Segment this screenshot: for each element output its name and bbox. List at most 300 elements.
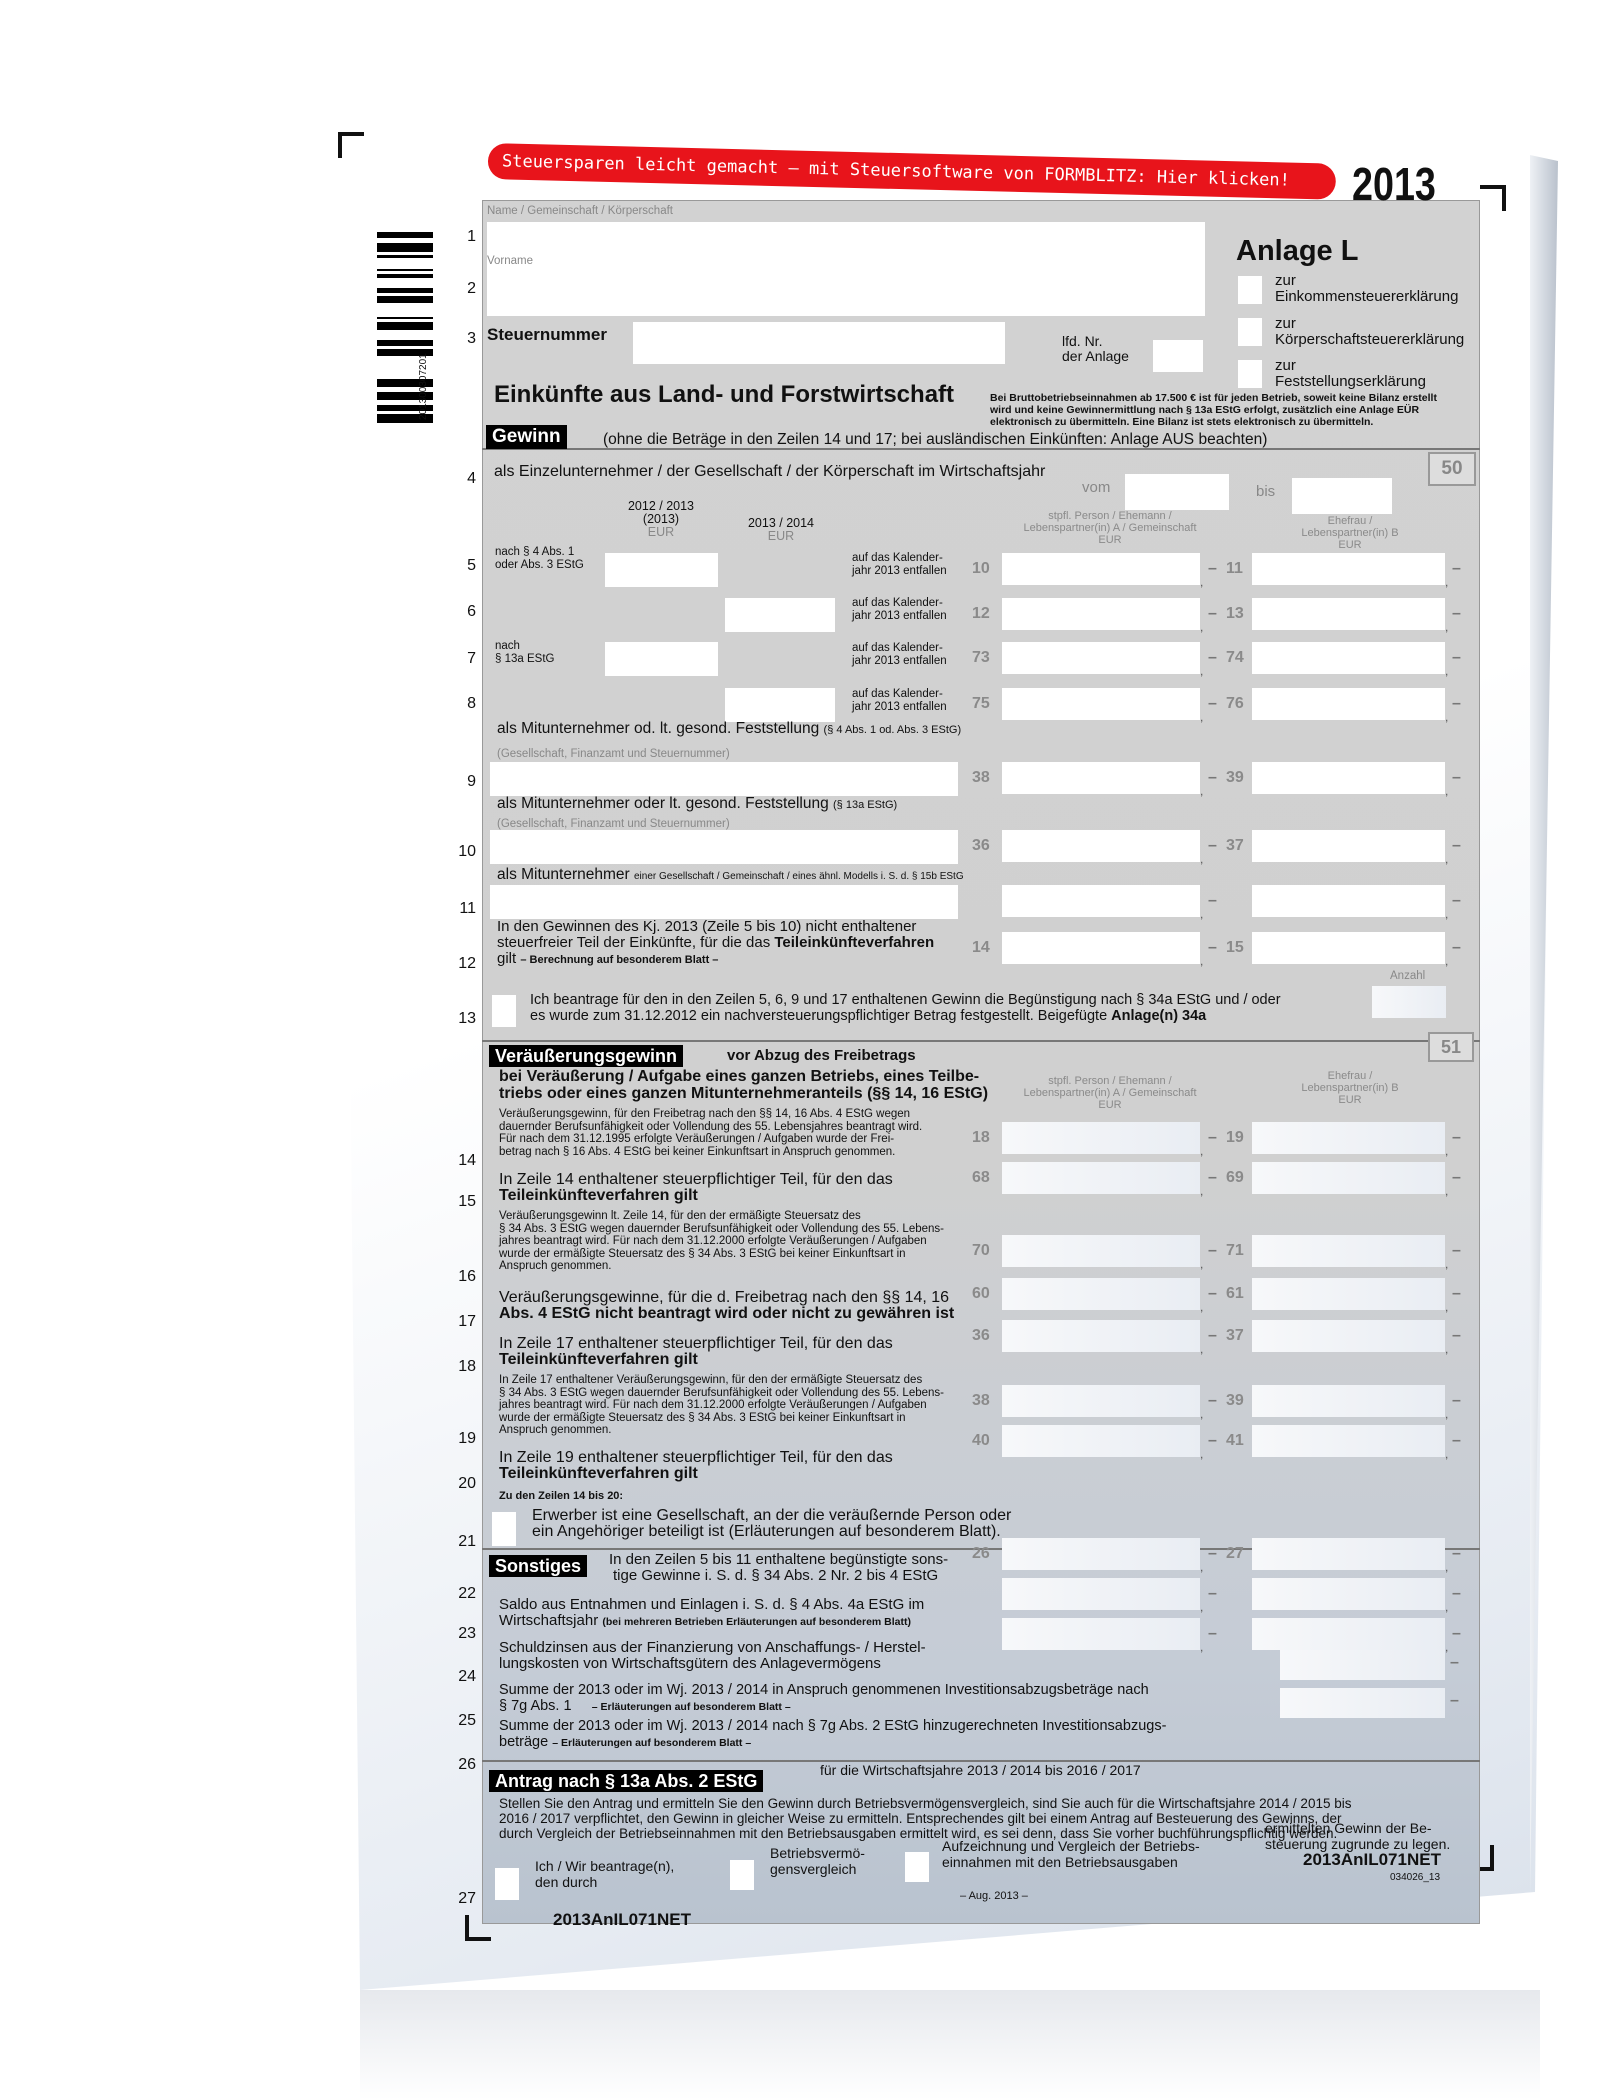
comma-mark: , xyxy=(1200,1342,1204,1356)
anzahl-input[interactable] xyxy=(1372,986,1446,1018)
cents-dash: – xyxy=(1452,1625,1461,1642)
comma-mark: , xyxy=(1200,784,1204,798)
field-code-b: 71 xyxy=(1226,1242,1244,1259)
hdr-line: EUR xyxy=(1338,539,1362,551)
text-line: In Zeile 17 enthaltener Veräußerungsgewinn, für den der ermäßigte Steuersatz des xyxy=(499,1374,923,1386)
heading-small: (§ 4 Abs. 1 od. Abs. 3 EStG) xyxy=(823,724,962,736)
line-number: 9 xyxy=(467,773,476,790)
row14-amount-a-input[interactable] xyxy=(1002,1122,1200,1154)
text-line: steuerung zugrunde zu legen. xyxy=(1265,1836,1451,1852)
line-number: 6 xyxy=(467,603,476,620)
hdr-line: EUR xyxy=(1338,1094,1362,1106)
row21-checkbox[interactable] xyxy=(492,1512,516,1546)
steuernummer-label: Steuernummer xyxy=(487,325,607,344)
field-code-b: 13 xyxy=(1226,605,1244,622)
column-header-2012-2013 xyxy=(605,500,717,539)
heading-small: (§ 13a EStG) xyxy=(833,799,898,811)
text-line: § 7g Abs. 1 xyxy=(499,1698,572,1714)
form-date: – Aug. 2013 – xyxy=(960,1890,1028,1902)
corner-mark-top-left xyxy=(338,132,364,158)
row5-amount-b-input[interactable] xyxy=(1252,553,1445,585)
text-line: In Zeile 14 enthaltener steuerpflichtiger Teil, für den das xyxy=(499,1171,893,1188)
mitunternehmer-heading-3 xyxy=(497,867,964,885)
line-number: 11 xyxy=(459,900,476,917)
row17-amount-b-input[interactable] xyxy=(1252,1278,1445,1310)
cents-dash: – xyxy=(1452,649,1461,666)
field-code-a: 18 xyxy=(972,1129,990,1146)
row7-amount-a-input[interactable] xyxy=(1002,642,1200,674)
cents-dash: – xyxy=(1452,1242,1461,1259)
row20-amount-b-input[interactable] xyxy=(1252,1425,1445,1457)
text-line: Teileinkünfteverfahren gilt xyxy=(499,1465,698,1482)
text-line: steuerfreier Teil der Einkünfte, für die das xyxy=(497,934,771,951)
row5-amount-a-input[interactable] xyxy=(1002,553,1200,585)
hdr-line: Ehefrau / xyxy=(1327,515,1373,527)
einnahmen-ausgaben-checkbox[interactable] xyxy=(905,1852,929,1882)
hdr-line: 2013 / 2014 xyxy=(747,516,815,530)
text-line: Anspruch genommen. xyxy=(499,1424,612,1436)
lfd-nr-input[interactable] xyxy=(1153,340,1203,372)
comma-mark: , xyxy=(1445,1184,1449,1198)
field-code-b: 61 xyxy=(1226,1285,1244,1302)
field-code-b: 74 xyxy=(1226,649,1244,666)
text-line: Anspruch genommen. xyxy=(499,1260,612,1272)
lfd-nr-label-1: lfd. Nr. xyxy=(1062,333,1103,349)
line4-text: als Einzelunternehmer / der Gesellschaft / der Körperschaft im Wirtschaftsjahr xyxy=(494,463,1046,480)
text-line: Schuldzinsen aus der Finanzierung von Anschaffungs- / Herstel- xyxy=(499,1639,926,1656)
kalenderjahr-label xyxy=(852,688,947,713)
text-line: Veräußerungsgewinne, für die d. Freibetrag nach den §§ 14, 16 xyxy=(499,1289,950,1306)
row6-2013-input[interactable] xyxy=(725,598,835,632)
cents-dash: – xyxy=(1452,560,1461,577)
field-code-b: 11 xyxy=(1226,560,1243,577)
field-code-a: 38 xyxy=(972,1392,990,1409)
row18-amount-a-input[interactable] xyxy=(1002,1320,1200,1352)
line-number: 23 xyxy=(458,1625,476,1642)
line-number: 24 xyxy=(458,1668,476,1685)
comma-mark: , xyxy=(1445,852,1449,866)
form-year: 2013 xyxy=(1352,158,1436,210)
cents-dash: – xyxy=(1452,892,1461,909)
cents-dash: – xyxy=(1452,1169,1461,1186)
form-id: 034026_13 xyxy=(1390,1872,1441,1883)
row23-amount-a-input[interactable] xyxy=(1002,1578,1200,1610)
text-line: Summe der 2013 oder im Wj. 2013 / 2014 in Anspruch genommenen Investitionsabzugsbeträge nach xyxy=(499,1682,1149,1698)
bis-input[interactable] xyxy=(1292,478,1392,514)
checkbox-einkommensteuer[interactable] xyxy=(1238,276,1262,304)
line-number: 27 xyxy=(458,1890,476,1907)
field-code-a: 75 xyxy=(972,695,990,712)
field-code-b: 39 xyxy=(1226,1392,1244,1409)
line-number: 14 xyxy=(458,1152,476,1169)
comma-mark: , xyxy=(1445,1257,1449,1271)
cents-dash: – xyxy=(1208,939,1217,956)
line-number: 17 xyxy=(458,1313,476,1330)
row24-amount-b-input[interactable] xyxy=(1252,1618,1445,1650)
heading-text: als Mitunternehmer oder lt. gesond. Feststellung xyxy=(497,795,829,812)
label-line: nach xyxy=(495,640,520,652)
line-number: 26 xyxy=(458,1756,476,1773)
cents-dash: – xyxy=(1452,769,1461,786)
cents-dash: – xyxy=(1208,1545,1217,1562)
row9-amount-a-input[interactable] xyxy=(1002,762,1200,794)
comma-mark: , xyxy=(1200,664,1204,678)
barcode-bar xyxy=(377,322,433,330)
comma-mark: , xyxy=(1200,1560,1204,1574)
comma-mark: , xyxy=(1200,954,1204,968)
comma-mark: , xyxy=(1445,1560,1449,1574)
comma-mark: , xyxy=(1445,907,1449,921)
hdr-line: 2012 / 2013 xyxy=(627,499,695,513)
label-line: auf das Kalender- xyxy=(852,597,943,609)
form-code-right: 2013AnIL071NET xyxy=(1303,1850,1441,1869)
antrag-option-4 xyxy=(1265,1820,1450,1852)
text-bold: – Erläuterungen auf besonderem Blatt – xyxy=(552,1737,752,1749)
cents-dash: – xyxy=(1208,892,1217,909)
text-line: einnahmen mit den Betriebsausgaben xyxy=(942,1854,1178,1870)
antrag-heading: Antrag nach § 13a Abs. 2 EStG xyxy=(489,1770,763,1792)
text-line: ein Angehöriger beteiligt ist (Erläuterungen auf besonderem Blatt). xyxy=(532,1523,1001,1540)
text-line: dauernder Berufsunfähigkeit oder Vollendung des 55. Lebensjahres beantragt wird. xyxy=(499,1120,923,1133)
hdr-line: stpfl. Person / Ehemann / xyxy=(1048,1075,1172,1087)
line-number: 12 xyxy=(458,955,476,972)
row17-amount-a-input[interactable] xyxy=(1002,1278,1200,1310)
row6-amount-b-input[interactable] xyxy=(1252,598,1445,630)
field-code-b: 39 xyxy=(1226,769,1244,786)
field-code-b: 69 xyxy=(1226,1169,1244,1186)
comma-mark: , xyxy=(1200,1447,1204,1461)
row11-amount-a-input[interactable] xyxy=(1002,885,1200,917)
line-number: 10 xyxy=(458,843,476,860)
text-line: Für nach dem 31.12.1995 erfolgte Veräußerungen / Aufgaben wurde der Frei- xyxy=(499,1133,895,1145)
field-code-b: 37 xyxy=(1226,837,1244,854)
field-code-a: 70 xyxy=(972,1242,990,1259)
text-line: jahres beantragt wird. Für nach dem 31.12.2000 erfolgte Veräußerungen / Aufgaben xyxy=(499,1235,927,1247)
comma-mark: , xyxy=(1445,1407,1449,1421)
lfd-nr-label xyxy=(1062,334,1129,364)
row10-amount-a-input[interactable] xyxy=(1002,830,1200,862)
text-line: triebs oder eines ganzen Mitunternehmeranteils (§§ 14, 16 EStG) xyxy=(499,1085,989,1102)
antrag-sub: für die Wirtschaftsjahre 2013 / 2014 bis 2016 / 2017 xyxy=(820,1762,1141,1778)
row8-amount-b-input[interactable] xyxy=(1252,688,1445,720)
sheet-reflection xyxy=(360,1990,1540,2100)
row7-amount-b-input[interactable] xyxy=(1252,642,1445,674)
barcode-bar xyxy=(377,340,433,346)
text-line: beträge xyxy=(499,1734,549,1750)
text-bold: – Berechnung auf besonderem Blatt – xyxy=(520,954,719,966)
row19-amount-b-input[interactable] xyxy=(1252,1385,1445,1417)
text-bold: Teileinkünfteverfahren xyxy=(774,934,935,951)
row11-gesellschaft-input[interactable] xyxy=(490,885,958,919)
gesellschaft-label-10: (Gesellschaft, Finanzamt und Steuernummer) xyxy=(497,818,730,830)
row10-gesellschaft-input[interactable] xyxy=(490,830,958,864)
row7-label xyxy=(495,640,554,665)
comma-mark: , xyxy=(1445,1640,1449,1654)
checkbox-koerperschaftsteuer[interactable] xyxy=(1238,318,1262,346)
text-line: Ich / Wir beantrage(n), xyxy=(535,1858,675,1874)
cents-dash: – xyxy=(1208,1169,1217,1186)
field-code-a: 36 xyxy=(972,1327,990,1344)
row25-amount-input[interactable] xyxy=(1280,1650,1445,1680)
bis-label: bis xyxy=(1256,483,1276,500)
line-number: 15 xyxy=(458,1193,476,1210)
text-line: den durch xyxy=(535,1874,598,1890)
kalenderjahr-label xyxy=(852,552,947,577)
row17-text xyxy=(499,1290,954,1322)
text-line: In den Gewinnen des Kj. 2013 (Zeile 5 bis 10) nicht enthaltener xyxy=(497,918,917,935)
text-line: Aufzeichnung und Vergleich der Betriebs- xyxy=(942,1838,1200,1854)
line-number: 20 xyxy=(458,1475,476,1492)
field-code-b: 41 xyxy=(1226,1432,1244,1449)
cents-dash: – xyxy=(1452,605,1461,622)
barcode-bar xyxy=(377,296,433,303)
line-number: 4 xyxy=(467,470,476,487)
comma-mark: , xyxy=(1200,1184,1204,1198)
row8-amount-a-input[interactable] xyxy=(1002,688,1200,720)
antrag-option-1 xyxy=(535,1858,674,1890)
row19-amount-a-input[interactable] xyxy=(1002,1385,1200,1417)
cents-dash: – xyxy=(1452,695,1461,712)
corner-mark-top-right xyxy=(1480,185,1506,211)
row13-checkbox[interactable] xyxy=(492,995,516,1027)
field-code-a: 60 xyxy=(972,1285,990,1302)
cents-dash: – xyxy=(1208,605,1217,622)
hdr-line: EUR xyxy=(647,525,675,539)
text-line: Teileinkünfteverfahren gilt xyxy=(499,1187,698,1204)
row9-amount-b-input[interactable] xyxy=(1252,762,1445,794)
text-bold: Anlage(n) 34a xyxy=(1111,1008,1207,1024)
text-line: wurde der ermäßigte Steuersatz des § 34 Abs. 3 EStG bei keiner Einkunftsart in xyxy=(499,1411,906,1424)
line-number: 22 xyxy=(458,1585,476,1602)
section-box-50: 50 xyxy=(1428,452,1476,486)
sheet-edge xyxy=(1530,155,1558,1895)
text-line: Abs. 4 EStG nicht beantragt wird oder nicht zu gewähren ist xyxy=(499,1305,955,1322)
row6-amount-a-input[interactable] xyxy=(1002,598,1200,630)
cents-dash: – xyxy=(1452,1432,1461,1449)
row16-amount-b-input[interactable] xyxy=(1252,1235,1445,1267)
field-code-b: 76 xyxy=(1226,695,1244,712)
hdr-line: Lebenspartner(in) A / Gemeinschaft xyxy=(1023,1087,1197,1099)
field-code-a: 12 xyxy=(972,605,990,622)
row15-amount-b-input[interactable] xyxy=(1252,1162,1445,1194)
row12-amount-a-input[interactable] xyxy=(1002,932,1200,964)
text-line: Veräußerungsgewinn, für den Freibetrag nach den §§ 14, 16 Abs. 4 EStG wegen xyxy=(499,1108,911,1120)
label-part: zur xyxy=(1275,357,1296,374)
name-input[interactable] xyxy=(487,222,1205,278)
cents-dash: – xyxy=(1208,560,1217,577)
line-number: 7 xyxy=(467,650,476,667)
row24-amount-a-input[interactable] xyxy=(1002,1618,1200,1650)
lfd-nr-label-2: der Anlage xyxy=(1062,348,1129,364)
row8-2013-input[interactable] xyxy=(725,688,835,722)
comma-mark: , xyxy=(1200,1257,1204,1271)
antrag-text xyxy=(499,1796,1351,1841)
comma-mark: , xyxy=(1445,784,1449,798)
hdr-line: Ehefrau / xyxy=(1327,1070,1373,1082)
row7-2012-input[interactable] xyxy=(605,642,718,676)
checkbox-feststellung[interactable] xyxy=(1238,360,1262,388)
text-line: Betriebsvermö- xyxy=(770,1845,865,1861)
sonstiges-heading: Sonstiges xyxy=(489,1555,587,1577)
field-code-a: 38 xyxy=(972,769,990,786)
column-header-2013-2014 xyxy=(725,517,837,543)
row23-text xyxy=(499,1597,924,1630)
comma-mark: , xyxy=(1445,954,1449,968)
cents-dash: – xyxy=(1450,1692,1459,1709)
cents-dash: – xyxy=(1208,1242,1217,1259)
line-number: 13 xyxy=(458,1010,476,1027)
cents-dash: – xyxy=(1208,769,1217,786)
line-number: 25 xyxy=(458,1712,476,1729)
line-number: 3 xyxy=(467,330,476,347)
hdr-line: (2013) xyxy=(642,512,680,526)
row10-amount-b-input[interactable] xyxy=(1252,830,1445,862)
field-code-b: 19 xyxy=(1226,1129,1244,1146)
text-line: tige Gewinne i. S. d. § 34 Abs. 2 Nr. 2 bis 4 EStG xyxy=(613,1567,939,1584)
heading-text: als Mitunternehmer od. lt. gesond. Feststellung xyxy=(497,720,820,737)
row19-text xyxy=(499,1374,944,1437)
field-code-b: 37 xyxy=(1226,1327,1244,1344)
anlage-title: Anlage L xyxy=(1236,235,1359,267)
mitunternehmer-heading-1 xyxy=(497,721,961,738)
label-line: auf das Kalender- xyxy=(852,642,943,654)
label-line: jahr 2013 entfallen xyxy=(852,564,947,577)
row20-text xyxy=(499,1450,893,1482)
row14-amount-b-input[interactable] xyxy=(1252,1122,1445,1154)
antrag-option-2 xyxy=(770,1845,865,1877)
antrag-checkbox[interactable] xyxy=(495,1868,519,1900)
cents-dash: – xyxy=(1208,1585,1217,1602)
line-number: 1 xyxy=(467,228,476,245)
heading-text: als Mitunternehmer xyxy=(497,866,630,883)
row21-text xyxy=(532,1508,1011,1540)
comma-mark: , xyxy=(1445,1144,1449,1158)
row11-amount-b-input[interactable] xyxy=(1252,885,1445,917)
comma-mark: , xyxy=(1445,620,1449,634)
zu-den-zeilen-label: Zu den Zeilen 14 bis 20: xyxy=(499,1490,624,1502)
text-line: jahres beantragt wird. Für nach dem 31.12.2000 erfolgte Veräußerungen / Aufgaben xyxy=(499,1399,927,1411)
text-line: ermittelten Gewinn der Be- xyxy=(1265,1820,1432,1836)
text-line: 2016 / 2017 verpflichtet, den Gewinn in gleicher Weise zu ermitteln. Entsprechendes gilt bei einem Antrag auf Besteuerung des Gewinns, der xyxy=(499,1811,1342,1826)
text-line: gensvergleich xyxy=(770,1861,857,1877)
form-code-bottom: 2013AnIL071NET xyxy=(553,1910,691,1929)
row24-text xyxy=(499,1640,926,1672)
field-code-a: 36 xyxy=(972,837,990,854)
cents-dash: – xyxy=(1208,1392,1217,1409)
vorname-label: Vorname xyxy=(487,255,537,268)
comma-mark: , xyxy=(1445,1447,1449,1461)
row26-amount-input[interactable] xyxy=(1280,1688,1445,1718)
name-label: Name / Gemeinschaft / Körperschaft xyxy=(487,205,673,217)
row22-text xyxy=(609,1552,948,1584)
cents-dash: – xyxy=(1208,1327,1217,1344)
cents-dash: – xyxy=(1208,1432,1217,1449)
row5-2012-input[interactable] xyxy=(605,553,718,587)
line-number: 18 xyxy=(458,1358,476,1375)
barcode-bar xyxy=(377,232,433,238)
comma-mark: , xyxy=(1200,1407,1204,1421)
form-title: Einkünfte aus Land- und Forstwirtschaft xyxy=(494,381,955,408)
vom-input[interactable] xyxy=(1125,474,1229,510)
barcode-bar xyxy=(377,269,433,271)
text-line: Erwerber ist eine Gesellschaft, an der die veräußernde Person oder xyxy=(532,1507,1012,1524)
section-box-51: 51 xyxy=(1428,1032,1474,1062)
field-code-b: 15 xyxy=(1226,939,1244,956)
cents-dash: – xyxy=(1208,837,1217,854)
cents-dash: – xyxy=(1452,939,1461,956)
comma-mark: , xyxy=(1445,1342,1449,1356)
veraeusserung-heading: Veräußerungsgewinn xyxy=(489,1045,683,1067)
text-line: In den Zeilen 5 bis 11 enthaltene begünstigte sons- xyxy=(609,1551,949,1568)
row22-amount-a-input[interactable] xyxy=(1002,1538,1200,1570)
text-line: In Zeile 19 enthaltener steuerpflichtiger Teil, für den das xyxy=(499,1449,893,1466)
text-line: Wirtschaftsjahr xyxy=(499,1612,599,1629)
vorname-input[interactable] xyxy=(487,272,1205,316)
formblitz-banner-link[interactable]: Steuersparen leicht gemacht – mit Steuersoftware von FORMBLITZ: Hier klicken! xyxy=(488,143,1337,200)
section-divider xyxy=(482,1040,1480,1042)
field-code-b: 27 xyxy=(1226,1545,1244,1562)
barcode-bar xyxy=(377,317,433,319)
row15-amount-a-input[interactable] xyxy=(1002,1162,1200,1194)
text-line: Ich beantrage für den in den Zeilen 5, 6, 9 und 17 enthaltenen Gewinn die Begünstigung nach § 34a EStG und / oder xyxy=(530,992,1281,1008)
row18-amount-b-input[interactable] xyxy=(1252,1320,1445,1352)
steuernummer-input[interactable] xyxy=(633,322,1005,364)
row23-amount-b-input[interactable] xyxy=(1252,1578,1445,1610)
vom-label: vom xyxy=(1082,479,1111,496)
cents-dash: – xyxy=(1452,1545,1461,1562)
hdr-line: stpfl. Person / Ehemann / xyxy=(1048,510,1172,522)
text-line: lungskosten von Wirtschaftsgütern des Anlagevermögens xyxy=(499,1655,881,1672)
checkbox-feststellung-label xyxy=(1275,358,1426,390)
row20-amount-a-input[interactable] xyxy=(1002,1425,1200,1457)
text-line: es wurde zum 31.12.2012 ein nachversteuerungspflichtiger Betrag festgestellt. Beigefügte xyxy=(530,1008,1108,1024)
row16-amount-a-input[interactable] xyxy=(1002,1235,1200,1267)
text-line: Summe der 2013 oder im Wj. 2013 / 2014 nach § 7g Abs. 2 EStG hinzugerechneten Investitionsabzugs- xyxy=(499,1718,1167,1734)
cents-dash: – xyxy=(1208,695,1217,712)
text-line: wurde der ermäßigte Steuersatz des § 34 Abs. 3 EStG bei keiner Einkunftsart in xyxy=(499,1247,906,1260)
hdr-line: Lebenspartner(in) A / Gemeinschaft xyxy=(1023,522,1197,534)
column-header-person-b-51 xyxy=(1255,1070,1445,1106)
row9-gesellschaft-input[interactable] xyxy=(490,762,958,796)
row16-text xyxy=(499,1210,944,1273)
row5-label xyxy=(495,546,584,571)
label-part: Feststellungserklärung xyxy=(1275,373,1426,390)
hdr-line: EUR xyxy=(1098,534,1122,546)
text-line: § 34 Abs. 3 EStG wegen dauernder Berufsunfähigkeit oder Vollendung des 55. Lebens- xyxy=(499,1222,944,1235)
barcode-bar xyxy=(377,274,433,278)
line-number: 21 xyxy=(458,1533,476,1550)
label-line: auf das Kalender- xyxy=(852,688,943,700)
betriebsvermoegensvergleich-checkbox[interactable] xyxy=(730,1860,754,1890)
line-number: 19 xyxy=(458,1430,476,1447)
column-header-person-b xyxy=(1255,515,1445,551)
section-divider xyxy=(482,448,1480,450)
hdr-line: Lebenspartner(in) B xyxy=(1301,1082,1399,1094)
label-line: auf das Kalender- xyxy=(852,552,943,564)
notice-line: Bei Bruttobetriebseinnahmen ab 17.500 € ist für jeden Betrieb, soweit keine Bilanz erstellt xyxy=(990,392,1437,404)
line-number: 5 xyxy=(467,557,476,574)
field-code-a: 68 xyxy=(972,1169,990,1186)
hdr-line: EUR xyxy=(767,529,795,543)
row12-amount-b-input[interactable] xyxy=(1252,932,1445,964)
row14-text xyxy=(499,1108,922,1158)
comma-mark: , xyxy=(1200,710,1204,724)
row22-amount-b-input[interactable] xyxy=(1252,1538,1445,1570)
label-line: jahr 2013 entfallen xyxy=(852,609,947,622)
text-line: Stellen Sie den Antrag und ermitteln Sie den Gewinn durch Betriebsvermögensvergleich, sind Sie auch für die Wirtschaftsjahre 2014 / 2015 bis xyxy=(499,1796,1352,1811)
text-line: gilt xyxy=(497,950,517,967)
kalenderjahr-label xyxy=(852,642,947,667)
